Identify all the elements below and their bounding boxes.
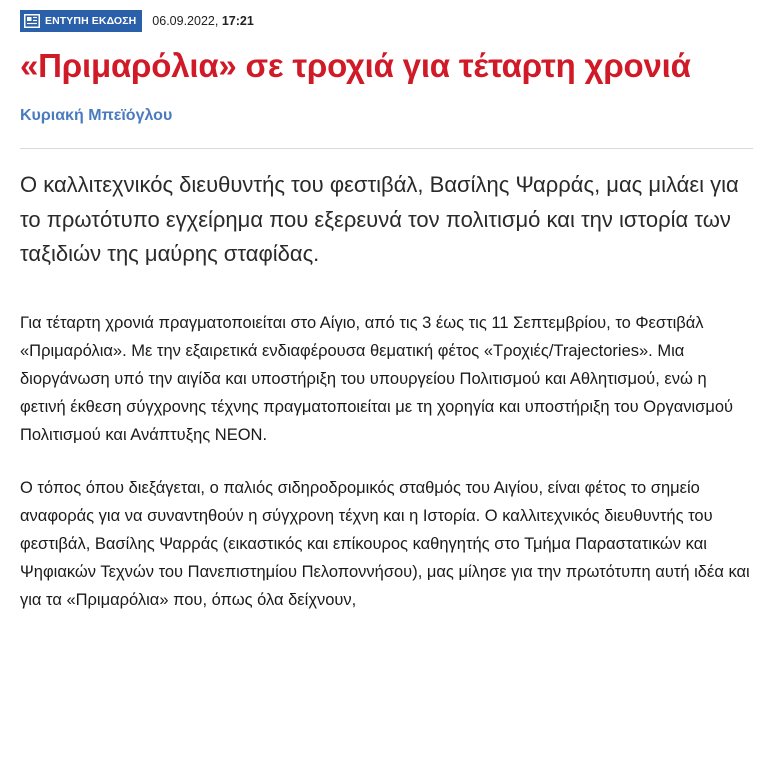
print-edition-label: ΕΝΤΥΠΗ ΕΚΔΟΣΗ — [45, 15, 137, 27]
article-title: «Πριμαρόλια» σε τροχιά για τέταρτη χρονιά — [20, 47, 691, 84]
publish-datetime — [152, 14, 254, 28]
article-body — [20, 309, 756, 614]
print-edition-badge[interactable] — [20, 10, 142, 32]
header-divider — [20, 148, 753, 149]
body-paragraph: Για τέταρτη χρονιά πραγματοποιείται στο Αίγιο, από τις 3 έως τις 11 Σεπτεμβρίου, το Φεστιβάλ «Πριμαρόλια». Με την εξαιρετικά ενδιαφέρουσα θεματική φέτος «Τροχιές/Trajectories». Μια διοργάνωση υπό την αιγίδα και υποστήριξη του υπουργείου Πολιτισμού και Αθλητισμού, ενώ η φετινή έκθεση σύγχρονης τέχνης πραγματοποιείται με τη χορηγία και υποστήριξη του Οργανισμού Πολιτισμού και Ανάπτυξης ΝΕΟΝ. — [20, 313, 734, 444]
publish-time: 17:21 — [221, 14, 254, 28]
body-paragraph: Ο τόπος όπου διεξάγεται, ο παλιός σιδηροδρομικός σταθμός του Αιγίου, είναι φέτος το σημείο αναφοράς για να συναντηθούν η σύγχρονη τέχνη και η Ιστορία. Ο καλλιτεχνικός διευθυντής του φεστιβάλ, Βασίλης Ψαρράς (εικαστικός και επίκουρος καθηγητής στο Τμήμα Παραστατικών και Ψηφιακών Τεχνών του Πανεπιστημίου Πελοποννήσου), μας μίλησε για την πρωτότυπη αυτή ιδέα και για τα «Πριμαρόλια» που, όπως όλα δείχνουν, — [20, 478, 750, 609]
article-meta — [20, 10, 748, 32]
article-page — [0, 10, 768, 769]
publish-date: 06.09.2022, — [152, 14, 219, 28]
newspaper-icon — [24, 14, 40, 28]
article-lead: Ο καλλιτεχνικός διευθυντής του φεστιβάλ, Βασίλης Ψαρράς, μας μιλάει για το πρωτότυπο εγχείρημα που εξερευνά τον πολιτισμό και την ιστορία των ταξιδιών της μαύρης σταφίδας. — [20, 172, 739, 266]
author-link[interactable]: Κυριακή Μπεϊόγλου — [20, 107, 173, 124]
